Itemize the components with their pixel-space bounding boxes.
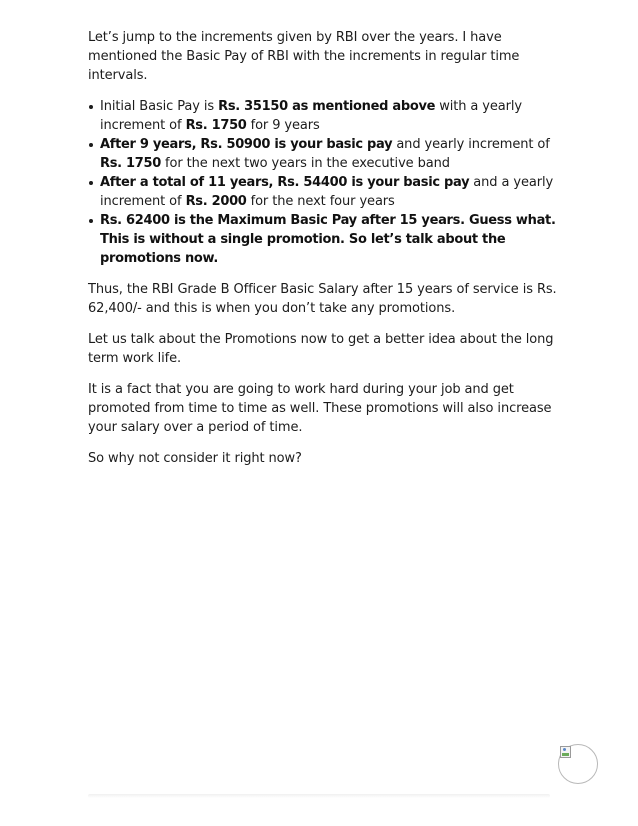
article-body	[88, 28, 558, 480]
item-text: for 9 years	[246, 118, 320, 133]
item-text: with a yearly increment of	[100, 99, 523, 133]
item-bold-text: Rs. 1750	[185, 118, 247, 133]
item-text: and yearly increment of	[392, 137, 550, 152]
item-text: Initial Basic Pay is	[100, 99, 219, 114]
chat-widget-button[interactable]	[558, 744, 598, 784]
item-bold-text: Rs. 62400 is the Maximum Basic Pay after 15 years. Guess what. This is without a single promotion. So let’s talk about the promotions now.	[100, 213, 556, 266]
item-text: for the next two years in the executive band	[161, 156, 450, 171]
intro-paragraph: Let’s jump to the increments given by RBI over the years. I have mentioned the Basic Pay of RBI with the increments in regular time intervals.	[88, 30, 520, 83]
item-bold-text: Rs. 35150 as mentioned above	[218, 99, 436, 114]
item-text: and a yearly increment of	[100, 175, 554, 209]
list-item	[100, 211, 558, 268]
item-text: for the next four years	[246, 194, 395, 209]
promotions-paragraph: Let us talk about the Promotions now to get a better idea about the long term work life.	[88, 332, 554, 366]
item-bold-text: After a total of 11 years, Rs. 54400 is your basic pay	[100, 175, 470, 190]
question-paragraph: So why not consider it right now?	[88, 451, 302, 466]
list-item	[100, 173, 558, 211]
list-item	[100, 97, 558, 135]
list-item	[100, 135, 558, 173]
broken-image-icon	[560, 746, 571, 758]
item-bold-text: After 9 years, Rs. 50900 is your basic pay	[100, 137, 393, 152]
salary-paragraph: Thus, the RBI Grade B Officer Basic Salary after 15 years of service is Rs. 62,400/- and this is when you don’t take any promotions.	[88, 282, 557, 316]
increment-list	[88, 97, 558, 268]
fact-paragraph: It is a fact that you are going to work hard during your job and get promoted from time to time as well. These promotions will also increase your salary over a period of time.	[88, 382, 552, 435]
bottom-divider	[88, 794, 550, 798]
item-bold-text: Rs. 2000	[185, 194, 247, 209]
item-bold-text: Rs. 1750	[100, 156, 161, 171]
